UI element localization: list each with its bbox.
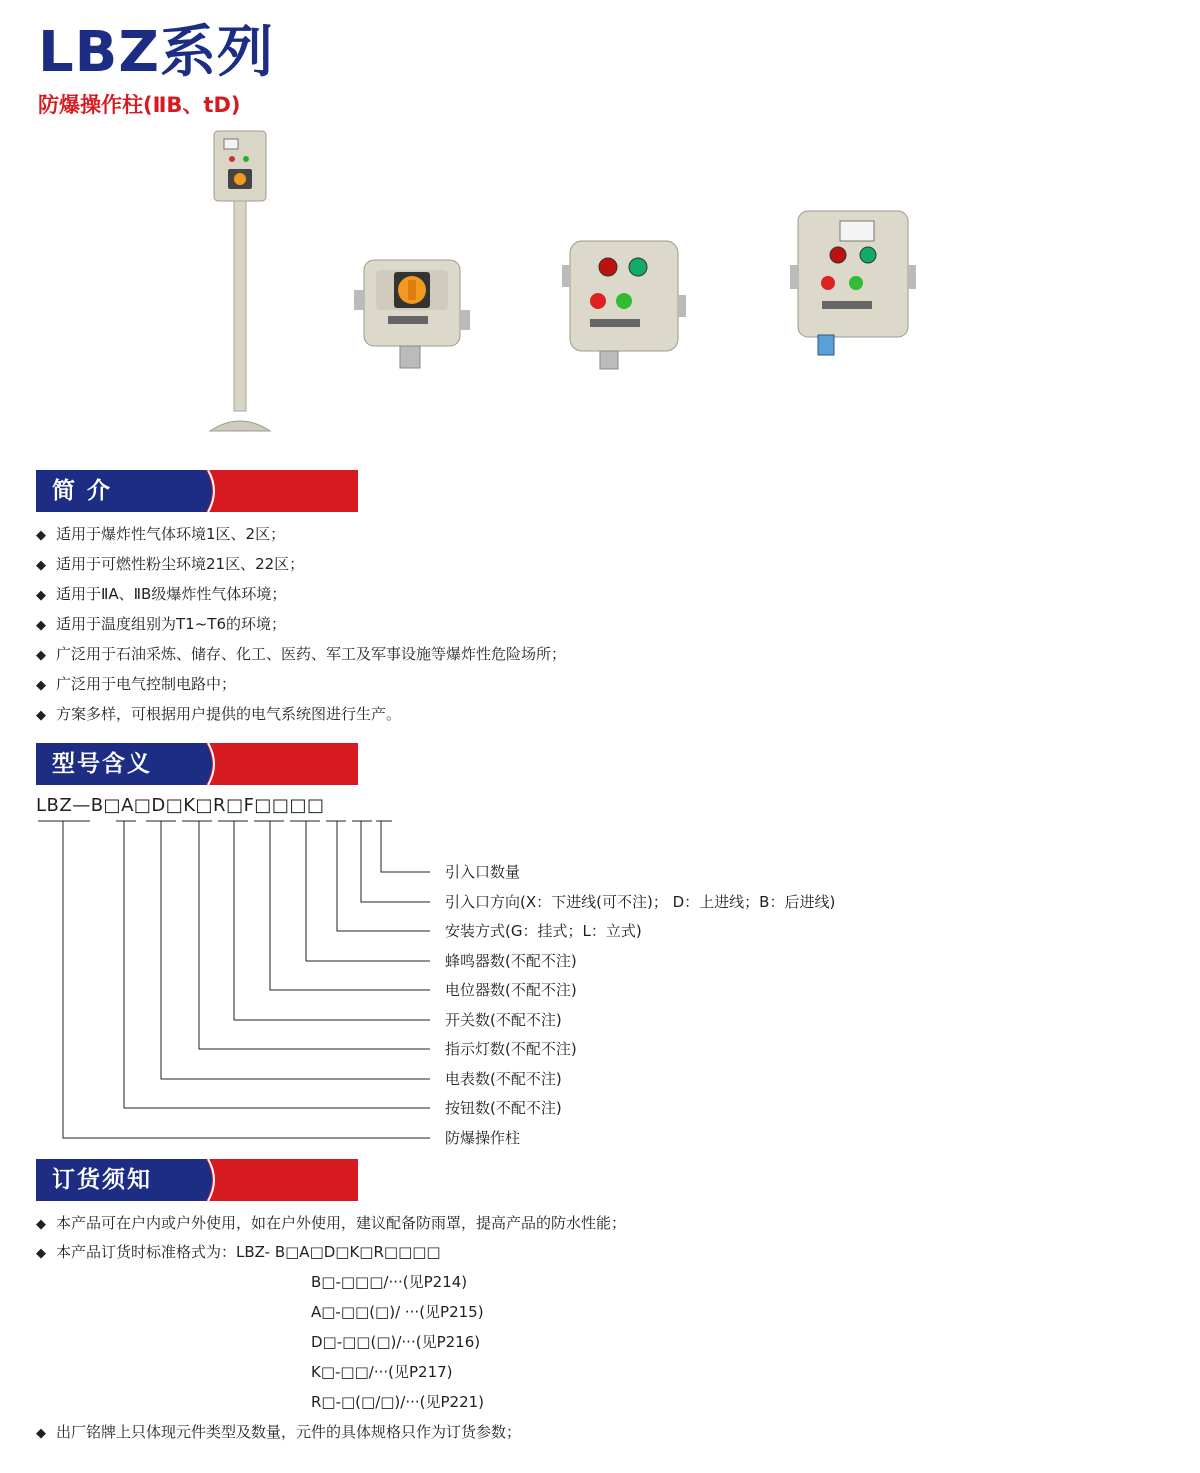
list-item: ◆ 适用于爆炸性气体环境1区、2区； [36, 519, 566, 549]
list-item: ◆ 适用于温度组别为T1~T6的环境； [36, 609, 566, 639]
page-title: LBZ系列 [38, 20, 274, 85]
legend-item: 安装方式(G：挂式；L：立式) [445, 922, 642, 940]
legend-item: 电位器数(不配不注) [445, 981, 577, 999]
legend-item: 电表数(不配不注) [445, 1070, 562, 1088]
list-item: ◆ 适用于可燃性粉尘环境21区、22区； [36, 549, 566, 579]
legend-item: 指示灯数(不配不注) [445, 1040, 577, 1058]
section-title-order: 订货须知 [52, 1167, 152, 1193]
order-format-line: D□-□□(□)/···(见P216) [311, 1333, 481, 1351]
section-title-model: 型号含义 [52, 751, 152, 777]
diamond-bullet-icon: ◆ [36, 1246, 46, 1261]
order-note-2: ◆ 本产品订货时标准格式为：LBZ- B□A□D□K□R□□□□ [36, 1242, 441, 1264]
section-header-order [36, 1159, 358, 1201]
list-item: ◆ 适用于ⅡA、ⅡB级爆炸性气体环境； [36, 579, 566, 609]
diamond-bullet-icon: ◆ [36, 708, 46, 723]
diamond-bullet-icon: ◆ [36, 678, 46, 693]
model-code: LBZ—B□A□D□K□R□F□□□□ [36, 795, 325, 816]
list-item: ◆ 方案多样，可根据用户提供的电气系统图进行生产。 [36, 699, 566, 729]
page-subtitle: 防爆操作柱(ⅡB、tD) [38, 93, 241, 117]
section-title-intro: 简 介 [52, 478, 113, 504]
order-note-3: ◆ 出厂铭牌上只体现元件类型及数量，元件的具体规格只作为订货参数； [36, 1422, 521, 1444]
order-format-line: K□-□□/···(见P217) [311, 1363, 453, 1381]
legend-item: 开关数(不配不注) [445, 1011, 562, 1029]
order-note-1: ◆ 本产品可在户内或户外使用，如在户外使用，建议配备防雨罩，提高产品的防水性能； [36, 1213, 626, 1235]
legend-item: 蜂鸣器数(不配不注) [445, 952, 577, 970]
legend-item: 按钮数(不配不注) [445, 1099, 562, 1117]
diamond-bullet-icon: ◆ [36, 528, 46, 543]
order-format-line: B□-□□□/···(见P214) [311, 1273, 468, 1291]
diamond-bullet-icon: ◆ [36, 588, 46, 603]
legend-item: 引入口数量 [445, 863, 521, 881]
order-format-line: R□-□(□/□)/···(见P221) [311, 1393, 485, 1411]
diamond-bullet-icon: ◆ [36, 1217, 46, 1232]
diamond-bullet-icon: ◆ [36, 558, 46, 573]
list-item: ◆ 广泛用于电气控制电路中； [36, 669, 566, 699]
legend-item: 防爆操作柱 [445, 1129, 521, 1147]
legend-item: 引入口方向(X：下进线(可不注)； D：上进线；B：后进线) [445, 893, 836, 911]
diamond-bullet-icon: ◆ [36, 1426, 46, 1441]
list-item: ◆ 广泛用于石油采炼、储存、化工、医药、军工及军事设施等爆炸性危险场所； [36, 639, 566, 669]
order-format-line: A□-□□(□)/ ···(见P215) [311, 1303, 484, 1321]
diamond-bullet-icon: ◆ [36, 618, 46, 633]
diamond-bullet-icon: ◆ [36, 648, 46, 663]
